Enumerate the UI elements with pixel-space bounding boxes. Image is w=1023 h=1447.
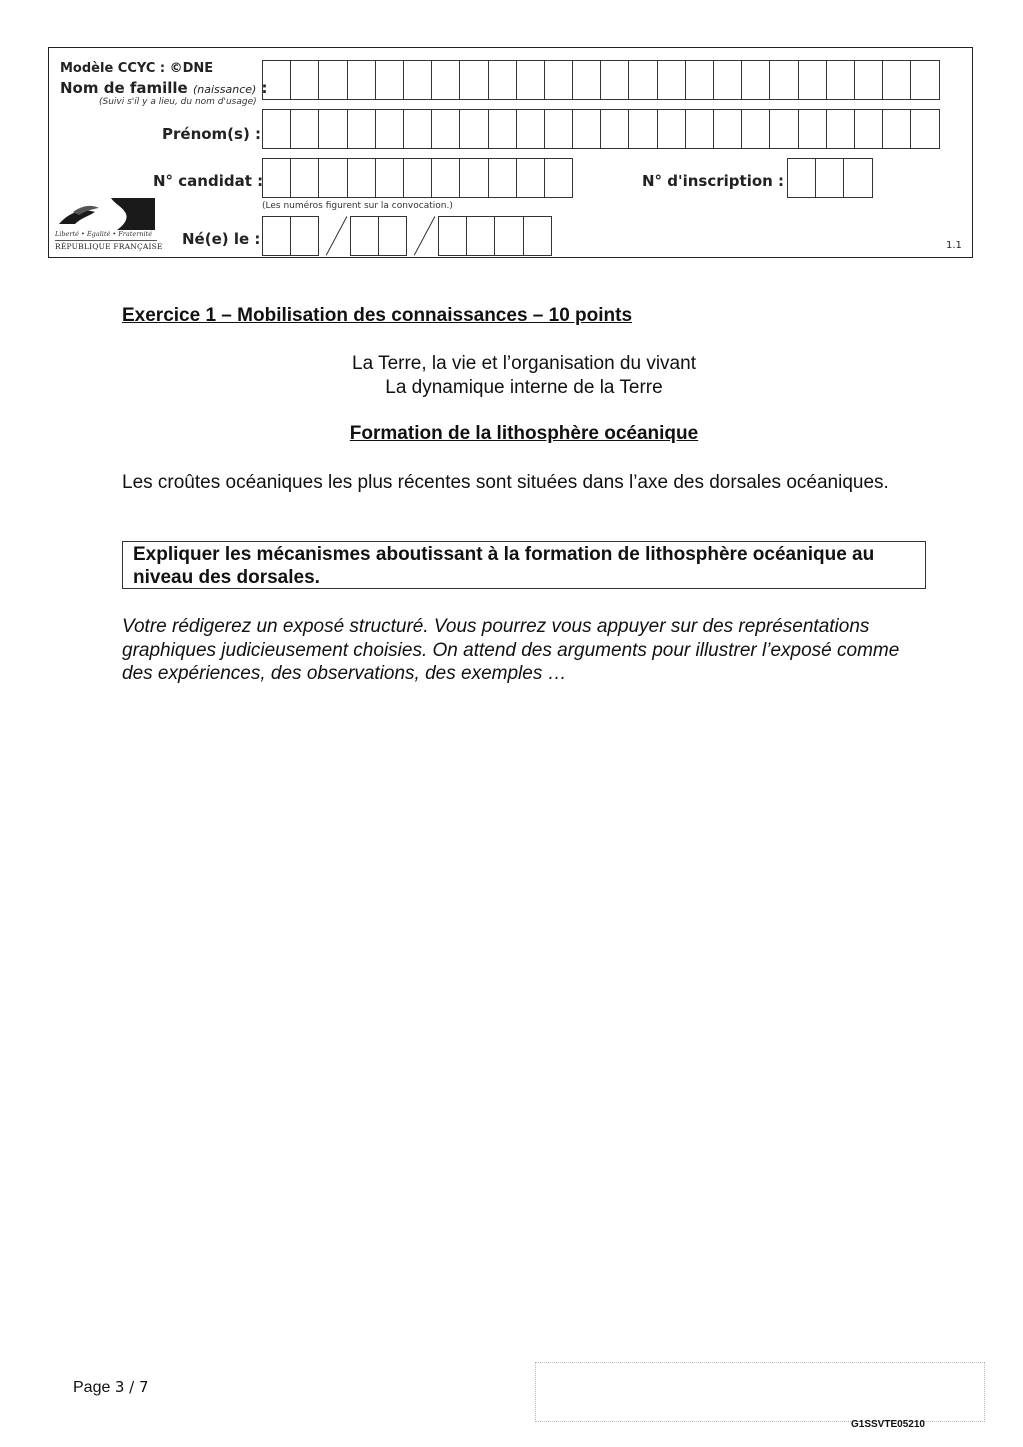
candidat-cell[interactable] <box>375 158 404 198</box>
ne-year-cell[interactable] <box>523 216 552 256</box>
prenom-cell[interactable] <box>600 109 629 149</box>
nom-cell[interactable] <box>516 60 545 100</box>
prenom-cell[interactable] <box>798 109 827 149</box>
prenom-cell[interactable] <box>685 109 714 149</box>
nom-label: Nom de famille <box>60 79 188 97</box>
ne-day-cell[interactable] <box>290 216 319 256</box>
nom-cells[interactable] <box>262 60 939 100</box>
version-label: 1.1 <box>946 240 962 251</box>
prenom-cell[interactable] <box>910 109 939 149</box>
prenom-cell[interactable] <box>769 109 798 149</box>
intro-text: Les croûtes océaniques les plus récentes sont situées dans l’axe des dorsales océaniques. <box>122 472 889 493</box>
nom-cell[interactable] <box>488 60 517 100</box>
page-number <box>73 1378 149 1397</box>
candidat-cell[interactable] <box>403 158 432 198</box>
ne-day-cells[interactable] <box>262 216 318 256</box>
inscription-label: N° d'inscription : <box>642 172 785 190</box>
nom-cell[interactable] <box>685 60 714 100</box>
prenom-cell[interactable] <box>882 109 911 149</box>
ne-year-cells[interactable] <box>438 216 551 256</box>
prenom-cells[interactable] <box>262 109 939 149</box>
prenom-cell[interactable] <box>375 109 404 149</box>
nom-cell[interactable] <box>431 60 460 100</box>
nom-cell[interactable] <box>262 60 291 100</box>
ne-month-cell[interactable] <box>378 216 407 256</box>
candidat-cell[interactable] <box>488 158 517 198</box>
prenom-cell[interactable] <box>516 109 545 149</box>
ne-year-cell[interactable] <box>494 216 523 256</box>
inscription-cell[interactable] <box>787 158 816 198</box>
candidat-cell[interactable] <box>516 158 545 198</box>
page-prefix: Page <box>73 1379 111 1396</box>
nom-cell[interactable] <box>459 60 488 100</box>
prenom-cell[interactable] <box>403 109 432 149</box>
ne-month-cell[interactable] <box>350 216 379 256</box>
nom-cell[interactable] <box>798 60 827 100</box>
candidat-cell[interactable] <box>318 158 347 198</box>
nom-cell[interactable] <box>403 60 432 100</box>
nom-cell[interactable] <box>657 60 686 100</box>
nom-label-row <box>60 79 268 97</box>
prenom-cell[interactable] <box>262 109 291 149</box>
nom-cell[interactable] <box>910 60 939 100</box>
inscription-cell[interactable] <box>815 158 844 198</box>
republique-divider <box>55 240 157 241</box>
republique-name: RÉPUBLIQUE FRANÇAISE <box>55 242 163 251</box>
nom-hint: (naissance) <box>192 83 257 96</box>
candidat-cell[interactable] <box>290 158 319 198</box>
prenom-cell[interactable] <box>628 109 657 149</box>
footer-box <box>535 1362 985 1422</box>
section-title: Formation de la lithosphère océanique <box>349 423 699 444</box>
model-label: Modèle CCYC : ©DNE <box>60 61 214 76</box>
prenom-cell[interactable] <box>290 109 319 149</box>
theme-line-1: La Terre, la vie et l’organisation du vivant <box>352 353 696 374</box>
instruction-text: Votre rédigerez un exposé structuré. Vous pourrez vous appuyer sur des représentations graphiques judicieusement choisies. On attend des arguments pour illustrer l’exposé comme des expériences, des observations, des exemples … <box>122 616 900 684</box>
ne-year-cell[interactable] <box>438 216 467 256</box>
candidat-cell[interactable] <box>347 158 376 198</box>
prenom-cell[interactable] <box>431 109 460 149</box>
nom-cell[interactable] <box>318 60 347 100</box>
ne-month-cells[interactable] <box>350 216 406 256</box>
nom-cell[interactable] <box>854 60 883 100</box>
candidat-label: N° candidat : <box>153 172 264 190</box>
subject-code: G1SSVTE05210 <box>851 1419 925 1430</box>
prenom-label: Prénom(s) : <box>162 125 262 143</box>
candidat-cells[interactable] <box>262 158 572 198</box>
nom-colon: : <box>261 79 268 97</box>
inscription-cells[interactable] <box>787 158 872 198</box>
prenom-cell[interactable] <box>347 109 376 149</box>
question-box: Expliquer les mécanismes aboutissant à la formation de lithosphère océanique au niveau des dorsales. <box>122 541 926 589</box>
exercise-title: Exercice 1 – Mobilisation des connaissances – 10 points <box>122 305 633 326</box>
nom-cell[interactable] <box>713 60 742 100</box>
nom-cell[interactable] <box>741 60 770 100</box>
nom-cell[interactable] <box>826 60 855 100</box>
prenom-cell[interactable] <box>657 109 686 149</box>
page-count: 3 / 7 <box>114 1378 149 1396</box>
candidat-cell[interactable] <box>431 158 460 198</box>
prenom-cell[interactable] <box>741 109 770 149</box>
nom-cell[interactable] <box>375 60 404 100</box>
prenom-cell[interactable] <box>459 109 488 149</box>
nom-cell[interactable] <box>600 60 629 100</box>
marianne-logo-icon <box>55 194 157 232</box>
nom-cell[interactable] <box>290 60 319 100</box>
nom-cell[interactable] <box>769 60 798 100</box>
candidat-cell[interactable] <box>544 158 573 198</box>
nom-cell[interactable] <box>544 60 573 100</box>
theme-line-2: La dynamique interne de la Terre <box>385 377 663 398</box>
republique-motto: Liberté • Égalité • Fraternité <box>55 230 153 238</box>
ne-year-cell[interactable] <box>466 216 495 256</box>
nom-subhint: (Suivi s'il y a lieu, du nom d'usage) <box>99 97 257 107</box>
inscription-cell[interactable] <box>843 158 872 198</box>
prenom-cell[interactable] <box>488 109 517 149</box>
prenom-cell[interactable] <box>544 109 573 149</box>
prenom-cell[interactable] <box>318 109 347 149</box>
ne-label: Né(e) le : <box>182 230 261 248</box>
candidat-cell[interactable] <box>459 158 488 198</box>
numeros-note: (Les numéros figurent sur la convocation.) <box>262 201 453 211</box>
prenom-cell[interactable] <box>826 109 855 149</box>
nom-cell[interactable] <box>572 60 601 100</box>
candidat-cell[interactable] <box>262 158 291 198</box>
prenom-cell[interactable] <box>854 109 883 149</box>
nom-cell[interactable] <box>882 60 911 100</box>
nom-cell[interactable] <box>628 60 657 100</box>
prenom-cell[interactable] <box>572 109 601 149</box>
nom-cell[interactable] <box>347 60 376 100</box>
ne-day-cell[interactable] <box>262 216 291 256</box>
prenom-cell[interactable] <box>713 109 742 149</box>
